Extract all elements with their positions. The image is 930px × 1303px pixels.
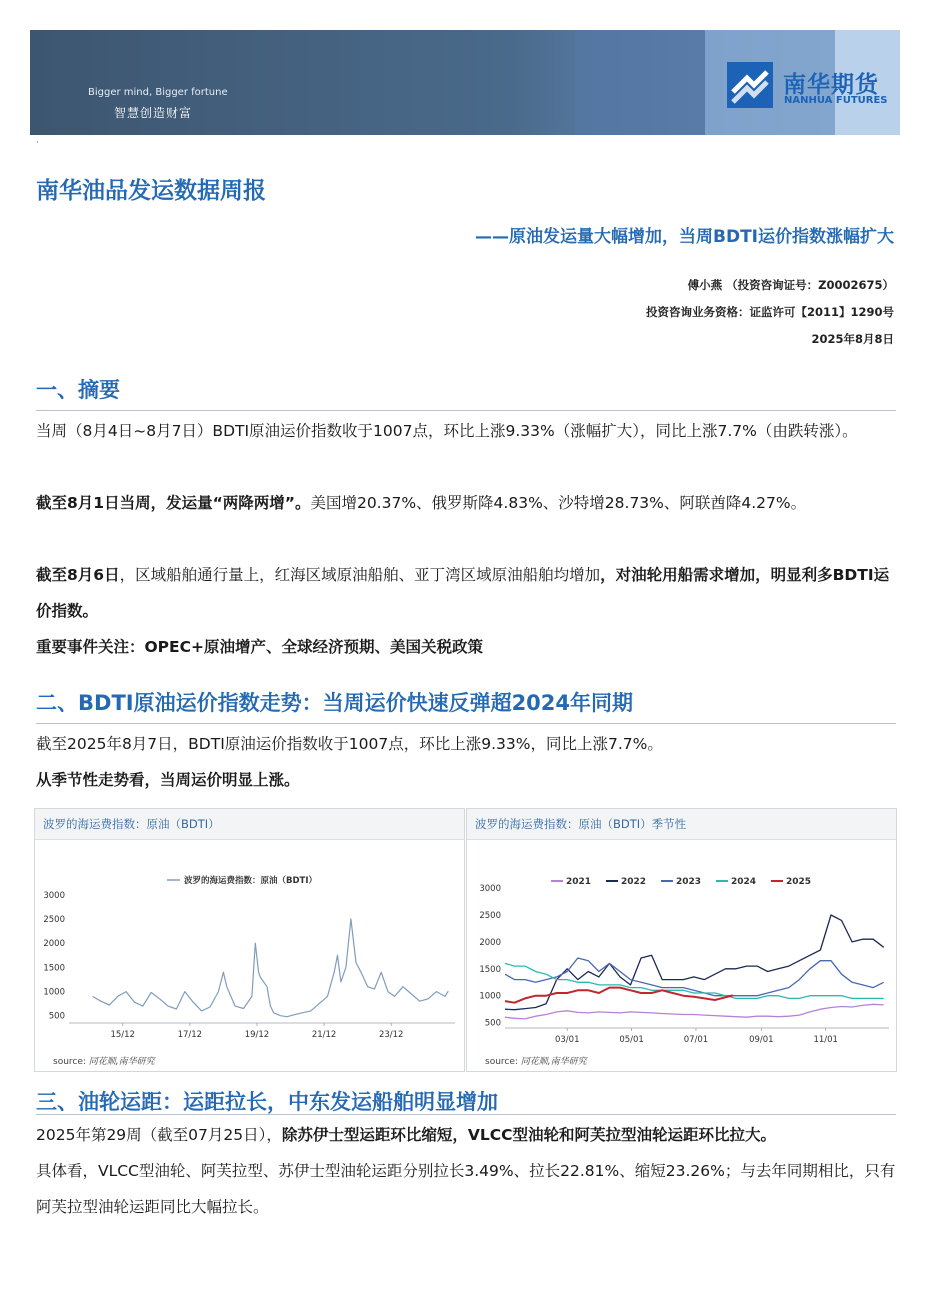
author-line: 傅小燕 （投资咨询证号：Z0002675）: [687, 278, 894, 292]
series-line-2025: [505, 988, 733, 1003]
legend-label-2022: 2022: [621, 877, 647, 887]
legend-label: 波罗的海运费指数：原油（BDTI）: [184, 876, 317, 886]
x-tick-label: 17/12: [177, 1030, 203, 1040]
series-line-波罗的海运费指数：原油（BDTI）: [93, 919, 449, 1017]
series-line-2021: [505, 1004, 884, 1019]
section-heading-summary: 一、摘要: [36, 378, 120, 402]
section-divider: [36, 1114, 896, 1115]
report-subtitle: ——原油发运量大幅增加，当周BDTI运价指数涨幅扩大: [475, 227, 894, 247]
chart-source: [485, 1054, 587, 1067]
page-marker: ·: [36, 138, 39, 148]
emphasis-text: 截至8月1日当周，发运量“两降两增”。: [36, 494, 311, 512]
y-tick-label: 2000: [479, 937, 501, 948]
banner-band: [575, 30, 705, 135]
section-divider: [36, 723, 896, 724]
emphasis-text: 除苏伊士型运距环比缩短，VLCC型油轮和阿芙拉型油轮运距环比拉大。: [281, 1126, 777, 1144]
section-heading-bdti: 二、BDTI原油运价指数走势：当周运价快速反弹超2024年同期: [36, 691, 634, 715]
y-tick-label: 3000: [43, 890, 65, 901]
chart-source: [53, 1054, 155, 1067]
license-line: 投资咨询业务资格：证监许可【2011】1290号: [645, 305, 894, 319]
y-tick-label: 3000: [479, 884, 501, 895]
x-tick-label: 09/01: [749, 1035, 774, 1045]
body-text: 2025年第29周（截至07月25日），: [36, 1126, 282, 1144]
y-tick-label: 2500: [43, 915, 65, 926]
report-title: 南华油品发运数据周报: [36, 178, 266, 204]
bdti-seasonal-chart: [467, 840, 896, 1052]
y-tick-label: 1500: [479, 964, 501, 975]
logo-english: NANHUA FUTURES: [784, 95, 888, 106]
report-date: 2025年8月8日: [811, 332, 894, 346]
x-tick-label: 23/12: [378, 1030, 404, 1040]
section-heading-distance: 三、油轮运距：运距拉长，中东发运船舶明显增加: [36, 1090, 498, 1114]
body-text: ，区域船舶通行量上，红海区域原油船舶、亚丁湾区域原油船舶均增加: [119, 566, 601, 584]
bdti-line-chart: [35, 840, 464, 1052]
x-tick-label: 15/12: [110, 1030, 135, 1040]
logo-text: 南华期货: [783, 72, 879, 98]
summary-paragraph-2: [36, 485, 898, 521]
chart-panel-seasonal: [466, 808, 897, 1072]
x-tick-label: 05/01: [619, 1035, 644, 1045]
legend-label-2023: 2023: [676, 877, 702, 887]
y-tick-label: 500: [48, 1011, 65, 1022]
bdti-paragraph-2: 从季节性走势看，当周运价明显上涨。: [36, 771, 300, 789]
header-banner: [30, 30, 900, 135]
distance-paragraph-1: [36, 1117, 898, 1153]
y-tick-label: 2500: [479, 910, 501, 921]
summary-paragraph-1: 当周（8月4日~8月7日）BDTI原油运价指数收于1007点，环比上涨9.33%（涨幅扩大），同比上涨7.7%（由跌转涨）。: [36, 422, 858, 440]
x-tick-label: 03/01: [554, 1035, 580, 1045]
y-tick-label: 1000: [479, 991, 501, 1002]
summary-paragraph-3: [36, 557, 898, 629]
y-tick-label: 1500: [43, 963, 65, 974]
source-text: 同花顺,南华研究: [520, 1057, 587, 1067]
x-tick-label: 19/12: [244, 1030, 270, 1040]
emphasis-text: 截至8月6日: [36, 566, 120, 584]
x-tick-label: 07/01: [683, 1035, 709, 1045]
source-label: source:: [53, 1057, 86, 1067]
chart-panel-title: 波罗的海运费指数：原油（BDTI）: [35, 809, 464, 840]
slogan-chinese: 智慧创造财富: [114, 106, 193, 120]
summary-paragraph-4: 重要事件关注：OPEC+原油增产、全球经济预期、美国关税政策: [36, 638, 483, 656]
x-tick-label: 11/01: [813, 1035, 838, 1045]
x-tick-label: 21/12: [311, 1030, 337, 1040]
y-tick-label: 1000: [43, 987, 65, 998]
body-text: 美国增20.37%、俄罗斯降4.83%、沙特增28.73%、阿联酋降4.27%。: [310, 494, 807, 512]
legend-label-2021: 2021: [566, 877, 592, 887]
emphasis-text: ，对油轮用船需求增加，明显利多BDTI运价指数。: [36, 566, 890, 620]
legend-label-2025: 2025: [786, 877, 812, 887]
source-label: source:: [485, 1057, 518, 1067]
distance-paragraph-2: 具体看，VLCC型油轮、阿芙拉型、苏伊士型油轮运距分别拉长3.49%、拉长22.81%、缩短23.26%；与去年同期相比，只有阿芙拉型油轮运距同比大幅拉长。: [36, 1162, 896, 1216]
y-tick-label: 2000: [43, 939, 65, 950]
slogan-english: Bigger mind, Bigger fortune: [88, 87, 228, 98]
source-text: 同花顺,南华研究: [88, 1057, 155, 1067]
section-divider: [36, 410, 896, 411]
chart-panel-title: 波罗的海运费指数：原油（BDTI）季节性: [467, 809, 896, 840]
chart-panel-bdti: [34, 808, 465, 1072]
bdti-paragraph-1: 截至2025年8月7日，BDTI原油运价指数收于1007点，环比上涨9.33%，同比上涨7.7%。: [36, 735, 663, 753]
nanhua-logo-icon: [727, 62, 773, 108]
y-tick-label: 500: [484, 1018, 501, 1029]
legend-label-2024: 2024: [731, 877, 757, 887]
